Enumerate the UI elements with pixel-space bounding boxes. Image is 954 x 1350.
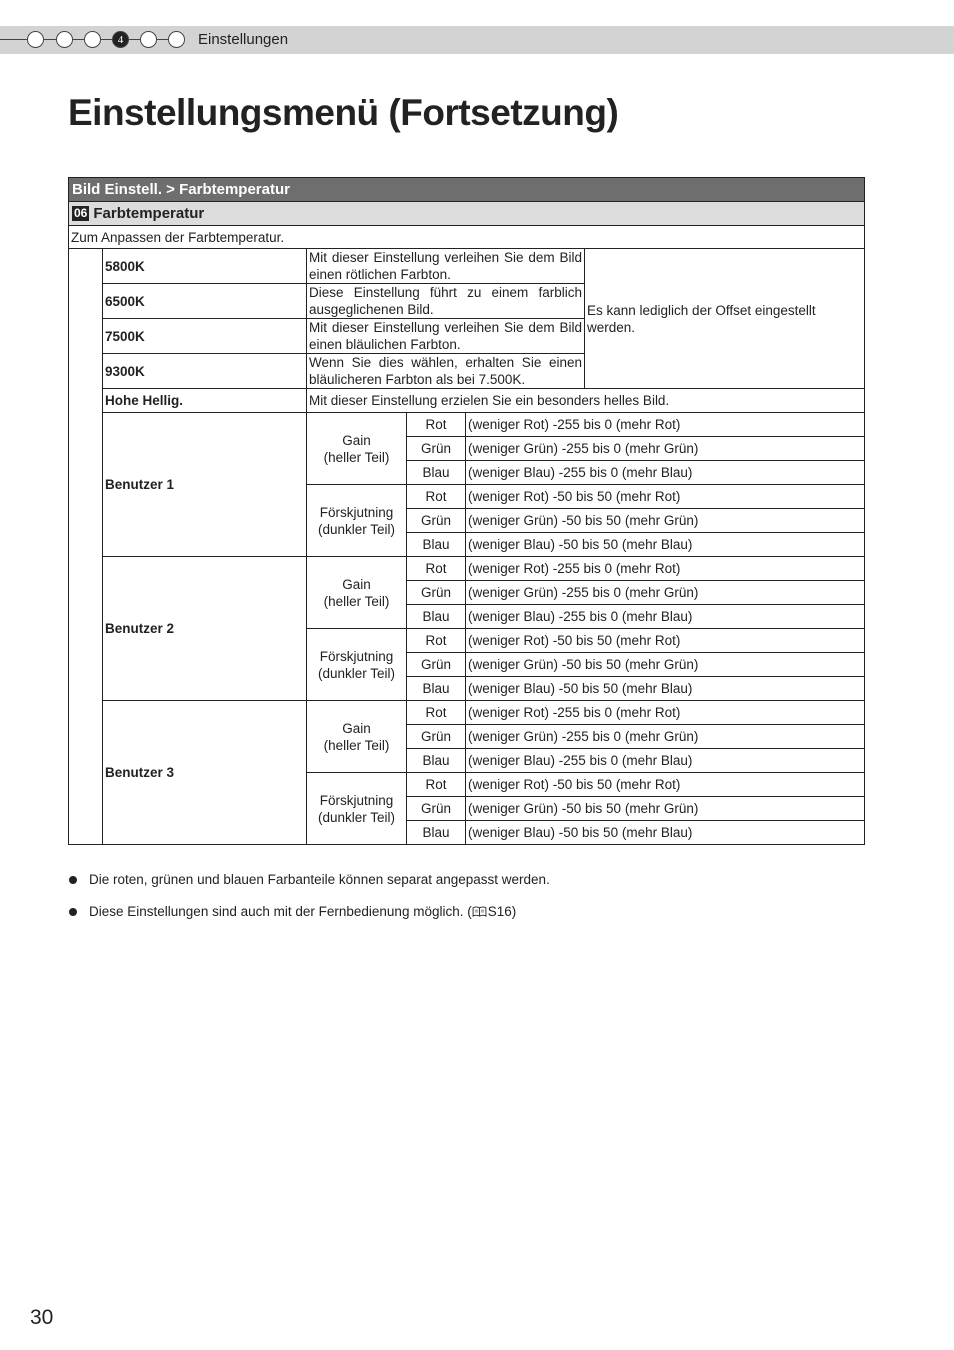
value-range: (weniger Rot) -255 bis 0 (mehr Rot) — [466, 701, 865, 725]
preset-label: 9300K — [103, 354, 307, 389]
item-number-badge: 06 — [74, 206, 88, 220]
step-connector — [157, 39, 168, 40]
section-label: Einstellungen — [198, 31, 289, 48]
value-range: (weniger Blau) -255 bis 0 (mehr Blau) — [466, 749, 865, 773]
color-channel-label: Grün — [407, 437, 466, 461]
value-range: (weniger Blau) -50 bis 50 (mehr Blau) — [466, 533, 865, 557]
preset-description: Mit dieser Einstellung verleihen Sie dem Bild einen bläulichen Farbton. — [307, 319, 585, 354]
user-label: Benutzer 1 — [103, 413, 307, 557]
preset-description: Wenn Sie dies wählen, erhalten Sie einen bläulicheren Farbton als bei 7.500K. — [307, 354, 585, 389]
value-range: (weniger Grün) -255 bis 0 (mehr Grün) — [466, 581, 865, 605]
chapter-step-icon — [27, 31, 44, 48]
note-item — [68, 903, 550, 921]
color-channel-label: Grün — [407, 581, 466, 605]
value-range: (weniger Rot) -255 bis 0 (mehr Rot) — [466, 557, 865, 581]
settings-table — [68, 177, 865, 845]
color-channel-label: Rot — [407, 485, 466, 509]
color-channel-label: Grün — [407, 725, 466, 749]
color-channel-label: Blau — [407, 461, 466, 485]
bullet-dot-icon — [69, 908, 77, 916]
chapter-step-icon — [56, 31, 73, 48]
user-label: Benutzer 3 — [103, 701, 307, 845]
value-range: (weniger Rot) -255 bis 0 (mehr Rot) — [466, 413, 865, 437]
color-channel-label: Rot — [407, 557, 466, 581]
table-row — [69, 249, 865, 284]
table-row — [69, 413, 865, 437]
chapter-step-icon — [168, 31, 185, 48]
preset-label: 6500K — [103, 284, 307, 319]
color-channel-label: Blau — [407, 749, 466, 773]
item-title: Farbtemperatur — [93, 205, 205, 222]
group-label: Gain (heller Teil) — [307, 557, 407, 629]
value-range: (weniger Rot) -50 bis 50 (mehr Rot) — [466, 629, 865, 653]
color-channel-label: Rot — [407, 413, 466, 437]
note-item — [68, 871, 550, 889]
step-connector — [101, 39, 112, 40]
value-range: (weniger Grün) -50 bis 50 (mehr Grün) — [466, 797, 865, 821]
table-row — [69, 557, 865, 581]
table-description: Zum Anpassen der Farbtemperatur. — [69, 226, 865, 249]
color-channel-label: Blau — [407, 677, 466, 701]
page-number: 30 — [30, 1306, 54, 1329]
group-label: Gain (heller Teil) — [307, 413, 407, 485]
value-range: (weniger Grün) -50 bis 50 (mehr Grün) — [466, 509, 865, 533]
note-reference: S16) — [487, 904, 517, 919]
settings-table-body — [69, 178, 865, 845]
note-text: Die roten, grünen und blauen Farbanteile können separat angepasst werden. — [89, 872, 550, 887]
group-label: Förskjutning (dunkler Teil) — [307, 485, 407, 557]
step-connector — [44, 39, 56, 40]
color-channel-label: Rot — [407, 773, 466, 797]
page-title: Einstellungsmenü (Fortsetzung) — [68, 92, 619, 133]
color-channel-label: Blau — [407, 821, 466, 845]
preset-label: 5800K — [103, 249, 307, 284]
book-icon — [472, 906, 487, 917]
table-head-row — [69, 178, 865, 202]
value-range: (weniger Rot) -50 bis 50 (mehr Rot) — [466, 773, 865, 797]
color-channel-label: Grün — [407, 509, 466, 533]
color-channel-label: Grün — [407, 653, 466, 677]
group-label: Förskjutning (dunkler Teil) — [307, 629, 407, 701]
step-connector — [73, 39, 84, 40]
header-rule — [0, 39, 30, 40]
value-range: (weniger Rot) -50 bis 50 (mehr Rot) — [466, 485, 865, 509]
table-row — [69, 389, 865, 413]
table-description-row — [69, 226, 865, 249]
preset-description: Mit dieser Einstellung verleihen Sie dem Bild einen rötlichen Farbton. — [307, 249, 585, 284]
user-label: Benutzer 2 — [103, 557, 307, 701]
note-text: Diese Einstellungen sind auch mit der Fernbedienung möglich. ( — [89, 904, 472, 919]
table-subhead-cell — [69, 202, 865, 226]
group-label: Förskjutning (dunkler Teil) — [307, 773, 407, 845]
value-range: (weniger Blau) -50 bis 50 (mehr Blau) — [466, 821, 865, 845]
indent-cell — [69, 249, 103, 845]
preset-note: Es kann lediglich der Offset eingestellt werden. — [585, 249, 865, 389]
table-row — [69, 701, 865, 725]
chapter-step-active-icon: 4 — [112, 31, 129, 48]
color-channel-label: Rot — [407, 701, 466, 725]
value-range: (weniger Grün) -50 bis 50 (mehr Grün) — [466, 653, 865, 677]
preset-label: 7500K — [103, 319, 307, 354]
table-subhead-row — [69, 202, 865, 226]
step-connector — [129, 39, 140, 40]
high-bright-description: Mit dieser Einstellung erzielen Sie ein besonders helles Bild. — [307, 389, 865, 413]
value-range: (weniger Grün) -255 bis 0 (mehr Grün) — [466, 437, 865, 461]
group-label: Gain (heller Teil) — [307, 701, 407, 773]
value-range: (weniger Blau) -255 bis 0 (mehr Blau) — [466, 461, 865, 485]
color-channel-label: Blau — [407, 533, 466, 557]
table-head-title: Bild Einstell. > Farbtemperatur — [69, 178, 865, 202]
color-channel-label: Blau — [407, 605, 466, 629]
chapter-step-icon — [84, 31, 101, 48]
chapter-step-icon — [140, 31, 157, 48]
value-range: (weniger Blau) -255 bis 0 (mehr Blau) — [466, 605, 865, 629]
value-range: (weniger Grün) -255 bis 0 (mehr Grün) — [466, 725, 865, 749]
bullet-dot-icon — [69, 876, 77, 884]
preset-description: Diese Einstellung führt zu einem farblich ausgeglichenen Bild. — [307, 284, 585, 319]
notes-list — [68, 871, 550, 935]
color-channel-label: Grün — [407, 797, 466, 821]
color-channel-label: Rot — [407, 629, 466, 653]
value-range: (weniger Blau) -50 bis 50 (mehr Blau) — [466, 677, 865, 701]
high-bright-label: Hohe Hellig. — [103, 389, 307, 413]
